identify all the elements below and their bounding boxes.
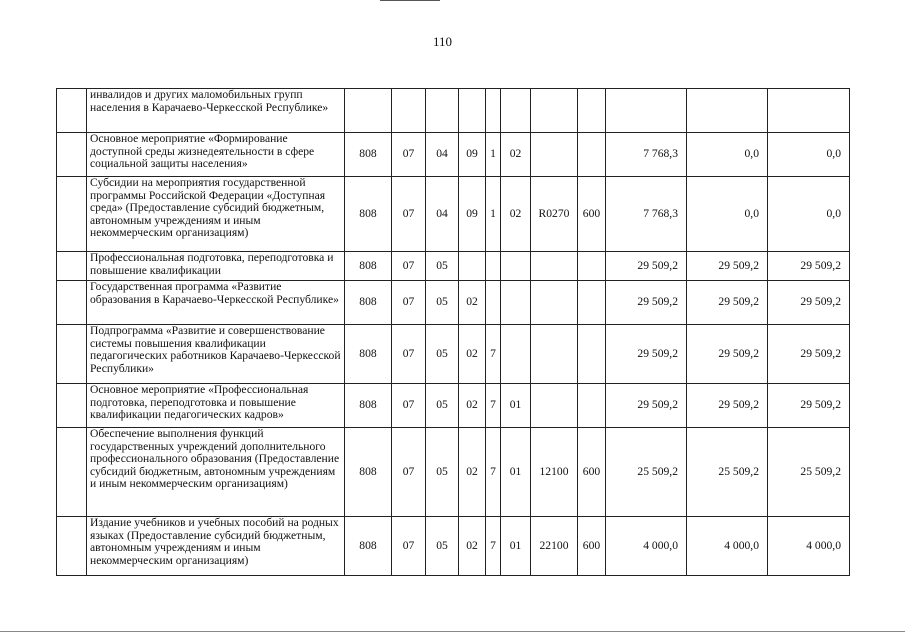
- page-number: 110: [432, 34, 453, 49]
- amount-year3-cell: 29 509,2: [768, 384, 850, 428]
- amount-year1-cell: 4 000,0: [606, 517, 687, 576]
- code-direction-cell: 12100: [531, 428, 578, 517]
- page-edge-line: [380, 0, 440, 1]
- code-rz-cell: 07: [392, 428, 426, 517]
- code-event-cell: [501, 252, 531, 281]
- code-pr-cell: 05: [426, 384, 459, 428]
- row-number-cell: [57, 325, 87, 384]
- row-number-cell: [57, 89, 87, 133]
- code-vr-cell: 600: [578, 517, 606, 576]
- code-event-cell: 01: [501, 428, 531, 517]
- code-pr-cell: 05: [426, 517, 459, 576]
- amount-year3-cell: 0,0: [768, 133, 850, 177]
- code-rz-cell: 07: [392, 252, 426, 281]
- code-subprogram-cell: 1: [486, 133, 501, 177]
- code-event-cell: [501, 89, 531, 133]
- amount-year1-cell: 29 509,2: [606, 281, 687, 325]
- table-row: [57, 384, 850, 428]
- code-event-cell: 01: [501, 384, 531, 428]
- item-name-cell: Субсидии на мероприятия государственной программы Российской Федерации «Доступная среда» (Предоставление субсидий бюджетным, автономным учреждениям и иным некоммерческим организациям): [87, 177, 345, 252]
- amount-year1-cell: 7 768,3: [606, 177, 687, 252]
- code-pr-cell: 04: [426, 177, 459, 252]
- item-name-cell: Основное мероприятие «Профессиональная подготовка, переподготовка и повышение квалификации педагогических кадров»: [87, 384, 345, 428]
- amount-year2-cell: [687, 89, 768, 133]
- amount-year3-cell: 0,0: [768, 177, 850, 252]
- code-pr-cell: 05: [426, 428, 459, 517]
- code-rz-cell: [392, 89, 426, 133]
- code-subprogram-cell: 1: [486, 177, 501, 252]
- code-subprogram-cell: 7: [486, 428, 501, 517]
- table-body: [57, 89, 850, 576]
- code-subprogram-cell: 7: [486, 384, 501, 428]
- amount-year2-cell: 25 509,2: [687, 428, 768, 517]
- row-number-cell: [57, 133, 87, 177]
- amount-year3-cell: 29 509,2: [768, 252, 850, 281]
- code-gr-cell: 808: [345, 517, 392, 576]
- code-pr-cell: 05: [426, 325, 459, 384]
- code-gr-cell: 808: [345, 384, 392, 428]
- budget-table: [56, 88, 850, 576]
- amount-year1-cell: [606, 89, 687, 133]
- item-name-cell: Подпрограмма «Развитие и совершенствование системы повышения квалификации педагогических работников Карачаево-Черкесской Республики»: [87, 325, 345, 384]
- table-row: [57, 133, 850, 177]
- amount-year2-cell: 4 000,0: [687, 517, 768, 576]
- item-name-cell: Издание учебников и учебных пособий на родных языках (Предоставление субсидий бюджетным, автономным учреждениям и иным некоммерческим организациям): [87, 517, 345, 576]
- row-number-cell: [57, 281, 87, 325]
- code-direction-cell: 22100: [531, 517, 578, 576]
- table-row: [57, 517, 850, 576]
- code-gr-cell: 808: [345, 325, 392, 384]
- amount-year1-cell: 29 509,2: [606, 252, 687, 281]
- amount-year2-cell: 29 509,2: [687, 325, 768, 384]
- code-rz-cell: 07: [392, 133, 426, 177]
- amount-year2-cell: 29 509,2: [687, 252, 768, 281]
- code-vr-cell: [578, 384, 606, 428]
- code-rz-cell: 07: [392, 517, 426, 576]
- code-vr-cell: [578, 89, 606, 133]
- code-rz-cell: 07: [392, 384, 426, 428]
- code-rz-cell: 07: [392, 325, 426, 384]
- amount-year2-cell: 0,0: [687, 177, 768, 252]
- row-number-cell: [57, 428, 87, 517]
- code-program-cell: [459, 89, 486, 133]
- item-name-cell: Обеспечение выполнения функций государственных учреждений дополнительного профессионального образования (Предоставление субсидий бюджетным, автономным учреждениям и иным некоммерческим организациям): [87, 428, 345, 517]
- code-subprogram-cell: [486, 252, 501, 281]
- code-gr-cell: 808: [345, 428, 392, 517]
- code-program-cell: 09: [459, 177, 486, 252]
- code-direction-cell: [531, 252, 578, 281]
- code-program-cell: 09: [459, 133, 486, 177]
- amount-year2-cell: 29 509,2: [687, 281, 768, 325]
- amount-year1-cell: 29 509,2: [606, 325, 687, 384]
- amount-year3-cell: 25 509,2: [768, 428, 850, 517]
- item-name-cell: Профессиональная подготовка, переподготовка и повышение квалификации: [87, 252, 345, 281]
- row-number-cell: [57, 252, 87, 281]
- table-row: [57, 325, 850, 384]
- code-subprogram-cell: 7: [486, 517, 501, 576]
- code-program-cell: 02: [459, 281, 486, 325]
- code-direction-cell: [531, 281, 578, 325]
- code-gr-cell: 808: [345, 177, 392, 252]
- code-subprogram-cell: [486, 89, 501, 133]
- code-event-cell: [501, 281, 531, 325]
- code-gr-cell: [345, 89, 392, 133]
- code-vr-cell: 600: [578, 177, 606, 252]
- code-rz-cell: 07: [392, 281, 426, 325]
- code-program-cell: 02: [459, 384, 486, 428]
- code-direction-cell: [531, 325, 578, 384]
- code-subprogram-cell: 7: [486, 325, 501, 384]
- amount-year1-cell: 7 768,3: [606, 133, 687, 177]
- code-event-cell: 02: [501, 177, 531, 252]
- table-row: [57, 252, 850, 281]
- code-vr-cell: [578, 133, 606, 177]
- code-vr-cell: [578, 252, 606, 281]
- code-gr-cell: 808: [345, 133, 392, 177]
- code-pr-cell: 05: [426, 252, 459, 281]
- amount-year1-cell: 29 509,2: [606, 384, 687, 428]
- table-row: [57, 428, 850, 517]
- code-event-cell: 01: [501, 517, 531, 576]
- code-gr-cell: 808: [345, 281, 392, 325]
- code-event-cell: [501, 325, 531, 384]
- row-number-cell: [57, 384, 87, 428]
- amount-year3-cell: 29 509,2: [768, 325, 850, 384]
- amount-year1-cell: 25 509,2: [606, 428, 687, 517]
- item-name-cell: Основное мероприятие «Формирование доступной среды жизнедеятельности в сфере социальной защиты населения»: [87, 133, 345, 177]
- table-row: [57, 281, 850, 325]
- code-pr-cell: 04: [426, 133, 459, 177]
- code-direction-cell: [531, 89, 578, 133]
- page-bottom-line: [0, 631, 905, 632]
- code-program-cell: 02: [459, 428, 486, 517]
- code-vr-cell: [578, 281, 606, 325]
- code-direction-cell: R0270: [531, 177, 578, 252]
- item-name-cell: инвалидов и других маломобильных групп населения в Карачаево-Черкесской Республике»: [87, 89, 345, 133]
- row-number-cell: [57, 517, 87, 576]
- code-direction-cell: [531, 384, 578, 428]
- code-direction-cell: [531, 133, 578, 177]
- amount-year2-cell: 0,0: [687, 133, 768, 177]
- amount-year3-cell: 29 509,2: [768, 281, 850, 325]
- row-number-cell: [57, 177, 87, 252]
- code-program-cell: 02: [459, 325, 486, 384]
- amount-year3-cell: [768, 89, 850, 133]
- code-subprogram-cell: [486, 281, 501, 325]
- code-pr-cell: 05: [426, 281, 459, 325]
- code-gr-cell: 808: [345, 252, 392, 281]
- code-vr-cell: [578, 325, 606, 384]
- code-event-cell: 02: [501, 133, 531, 177]
- code-program-cell: [459, 252, 486, 281]
- amount-year3-cell: 4 000,0: [768, 517, 850, 576]
- code-program-cell: 02: [459, 517, 486, 576]
- amount-year2-cell: 29 509,2: [687, 384, 768, 428]
- code-pr-cell: [426, 89, 459, 133]
- item-name-cell: Государственная программа «Развитие образования в Карачаево-Черкесской Республике»: [87, 281, 345, 325]
- code-vr-cell: 600: [578, 428, 606, 517]
- table-row: [57, 89, 850, 133]
- code-rz-cell: 07: [392, 177, 426, 252]
- table-row: [57, 177, 850, 252]
